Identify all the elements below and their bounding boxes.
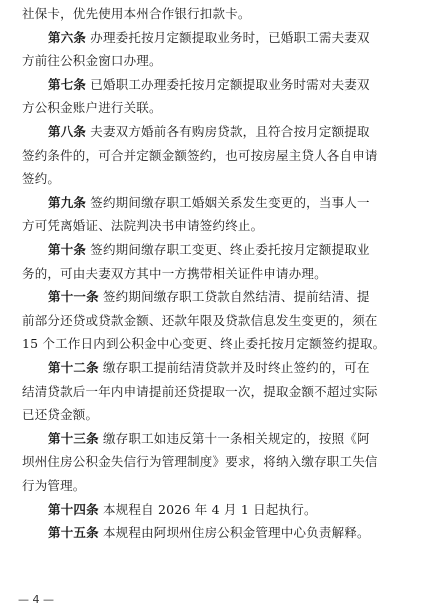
line-text: 方前往公积金窗口办理。 bbox=[22, 53, 162, 69]
article-number: 第十条 bbox=[48, 242, 87, 257]
text-line bbox=[22, 336, 420, 352]
article-text: 夫妻双方婚前各有购房贷款，且符合按月定额提取 bbox=[86, 124, 370, 139]
article-line bbox=[48, 360, 420, 376]
page-number: — 4 — bbox=[18, 593, 54, 606]
article-line bbox=[48, 431, 420, 447]
article-text: 缴存职工如违反第十一条相关规定的，按照《阿 bbox=[98, 430, 370, 446]
line-text: 签约条件的，可合并定额金额签约，也可按房屋主贷人各自申请 bbox=[22, 147, 378, 163]
article-text: 签约期间缴存职工变更、终止委托按月定额提取业 bbox=[86, 242, 370, 257]
line-text: 已还贷金额。 bbox=[22, 407, 99, 423]
article-line bbox=[48, 242, 420, 258]
text-line bbox=[22, 171, 420, 187]
line-text: 结清贷款后一年内申请提前还贷提取一次，提取金额不超过实际 bbox=[22, 383, 378, 399]
article-line bbox=[48, 30, 420, 46]
text-line bbox=[22, 407, 420, 423]
article-text: 办理委托按月定额提取业务时，已婚职工需夫妻双 bbox=[86, 29, 370, 45]
article-number: 第十三条 bbox=[48, 430, 99, 446]
text-line bbox=[22, 454, 420, 470]
text-line bbox=[22, 218, 420, 234]
article-number: 第九条 bbox=[48, 194, 87, 210]
text-line bbox=[22, 100, 420, 116]
text-line bbox=[22, 478, 420, 494]
article-text: 已婚职工办理委托按月定额提取业务时需对夫妻双 bbox=[86, 76, 370, 92]
text-line bbox=[22, 384, 420, 400]
article-text: 缴存职工提前结清贷款并及时终止签约的，可在 bbox=[98, 360, 370, 375]
article-text: 签约期间缴存职工婚姻关系发生变更的，当事人一 bbox=[86, 194, 370, 210]
line-text: 方公积金账户进行关联。 bbox=[22, 100, 162, 116]
line-text: 15 个工作日内到公积金中心变更、终止委托按月定额签约提取。 bbox=[22, 336, 386, 352]
text-line bbox=[22, 148, 420, 164]
article-number: 第十五条 bbox=[48, 525, 99, 541]
article-line bbox=[48, 525, 420, 541]
text-line bbox=[22, 6, 420, 22]
line-text: 方可凭离婚证、法院判决书申请签约终止。 bbox=[22, 218, 264, 234]
line-text: 坝州住房公积金失信行为管理制度》要求，将纳入缴存职工失信 bbox=[22, 454, 378, 470]
article-line bbox=[48, 77, 420, 93]
article-text: 本规程由阿坝州住房公积金管理中心负责解释。 bbox=[98, 525, 370, 541]
article-number: 第六条 bbox=[48, 29, 87, 45]
article-number: 第十一条 bbox=[48, 289, 99, 305]
text-line bbox=[22, 313, 420, 329]
line-text: 务的，可由夫妻双方其中一方携带相关证件申请办理。 bbox=[22, 265, 327, 281]
article-line bbox=[48, 195, 420, 211]
article-number: 第八条 bbox=[48, 124, 87, 139]
article-line bbox=[48, 124, 420, 140]
article-line bbox=[48, 502, 420, 518]
line-text: 社保卡，优先使用本州合作银行扣款卡。 bbox=[22, 6, 251, 21]
text-line bbox=[22, 53, 420, 69]
article-number: 第七条 bbox=[48, 76, 87, 92]
article-number: 第十四条 bbox=[48, 501, 99, 517]
text-line bbox=[22, 266, 420, 282]
line-text: 行为管理。 bbox=[22, 478, 86, 493]
article-text: 签约期间缴存职工贷款自然结清、提前结清、提 bbox=[98, 289, 370, 305]
article-number: 第十二条 bbox=[48, 360, 99, 375]
article-text: 本规程自 2026 年 4 月 1 日起执行。 bbox=[98, 501, 317, 517]
article-line bbox=[48, 289, 420, 305]
line-text: 签约。 bbox=[22, 171, 61, 187]
line-text: 前部分还贷或贷款金额、还款年限及贷款信息发生变更的，须在 bbox=[22, 312, 378, 328]
